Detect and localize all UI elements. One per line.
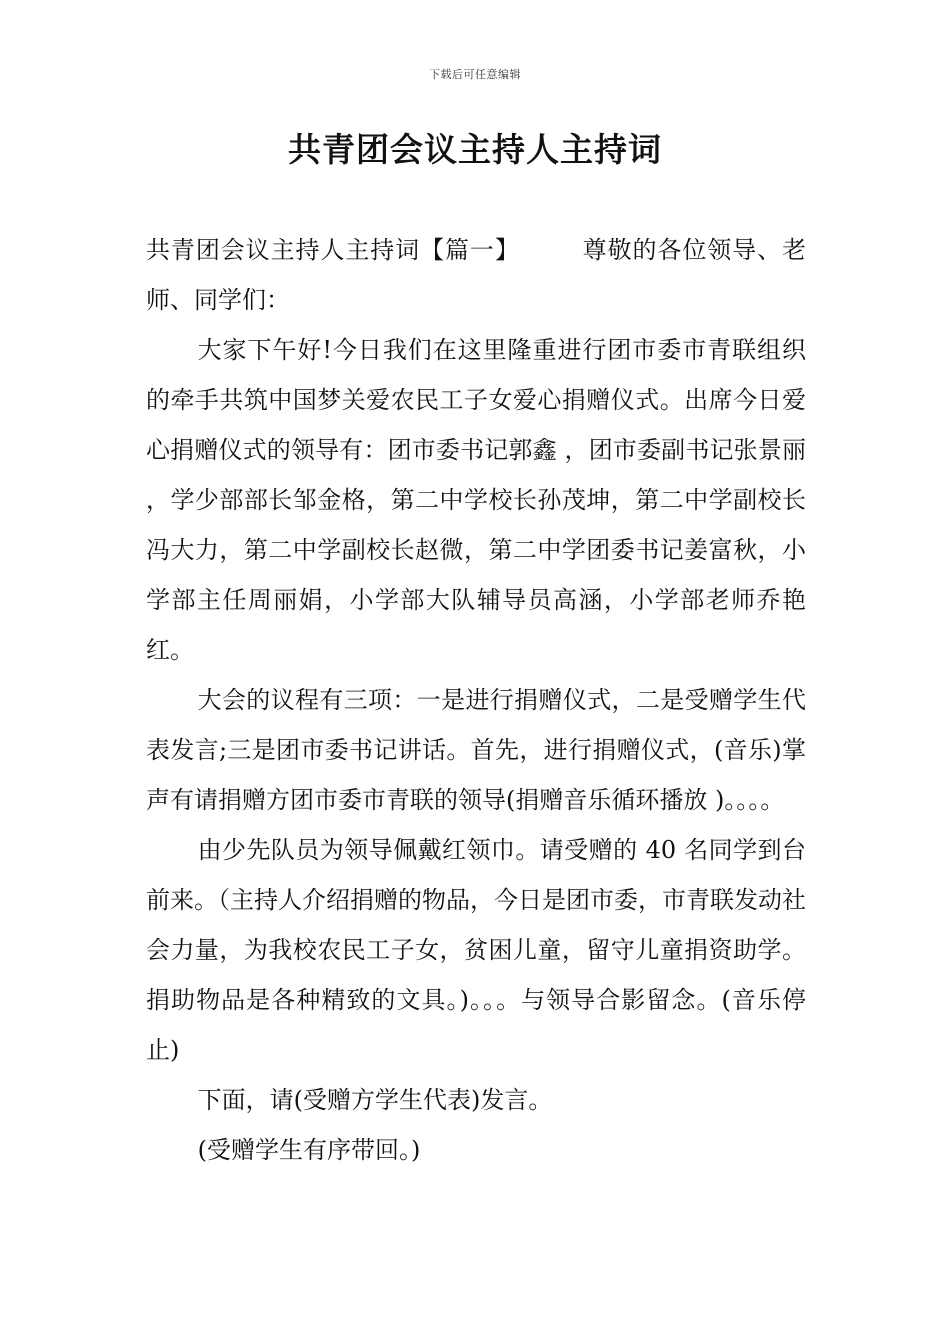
document-title: 共青团会议主持人主持词 [288, 130, 662, 169]
document-body [146, 225, 806, 1175]
section-heading: 共青团会议主持人主持词【篇一】 [146, 236, 520, 264]
paragraph-return: (受赠学生有序带回。) [197, 1136, 421, 1164]
paragraph-agenda: 大会的议程有三项：一是进行捐赠仪式，二是受赠学生代表发言;三是团市委书记讲话。首先，进行捐赠仪式，(音乐)掌声有请捐赠方团市委市青联的领导(捐赠音乐循环播放 )。。。。 [146, 686, 806, 814]
intro-line [146, 225, 806, 325]
paragraph-ceremony: 由少先队员为领导佩戴红领巾。请受赠的 40 名同学到台前来。（主持人介绍捐赠的物品，今日是团市委，市青联发动社会力量，为我校农民工子女，贫困儿童，留守儿童捐资助学。捐助物品是各种精致的文具。)。。。与领导合影留念。(音乐停止) [146, 836, 806, 1064]
greeting: 尊敬的各位领导、老师、同学们： [146, 236, 806, 314]
paragraph-speech: 下面，请(受赠方学生代表)发言。 [197, 1086, 553, 1114]
page-header-note: 下载后可任意编辑 [429, 68, 521, 81]
paragraph-opening: 大家下午好!今日我们在这里隆重进行团市委市青联组织的牵手共筑中国梦关爱农民工子女爱心捐赠仪式。出席今日爱心捐赠仪式的领导有：团市委书记郭鑫 ，团市委副书记张景丽 ，学少部部长邹金格，第二中学校长孙茂坤，第二中学副校长冯大力，第二中学副校长赵微，第二中学团委书记姜富秋，小学部主任周丽娟，小学部大队辅导员高涵，小学部老师乔艳红。 [146, 336, 806, 664]
